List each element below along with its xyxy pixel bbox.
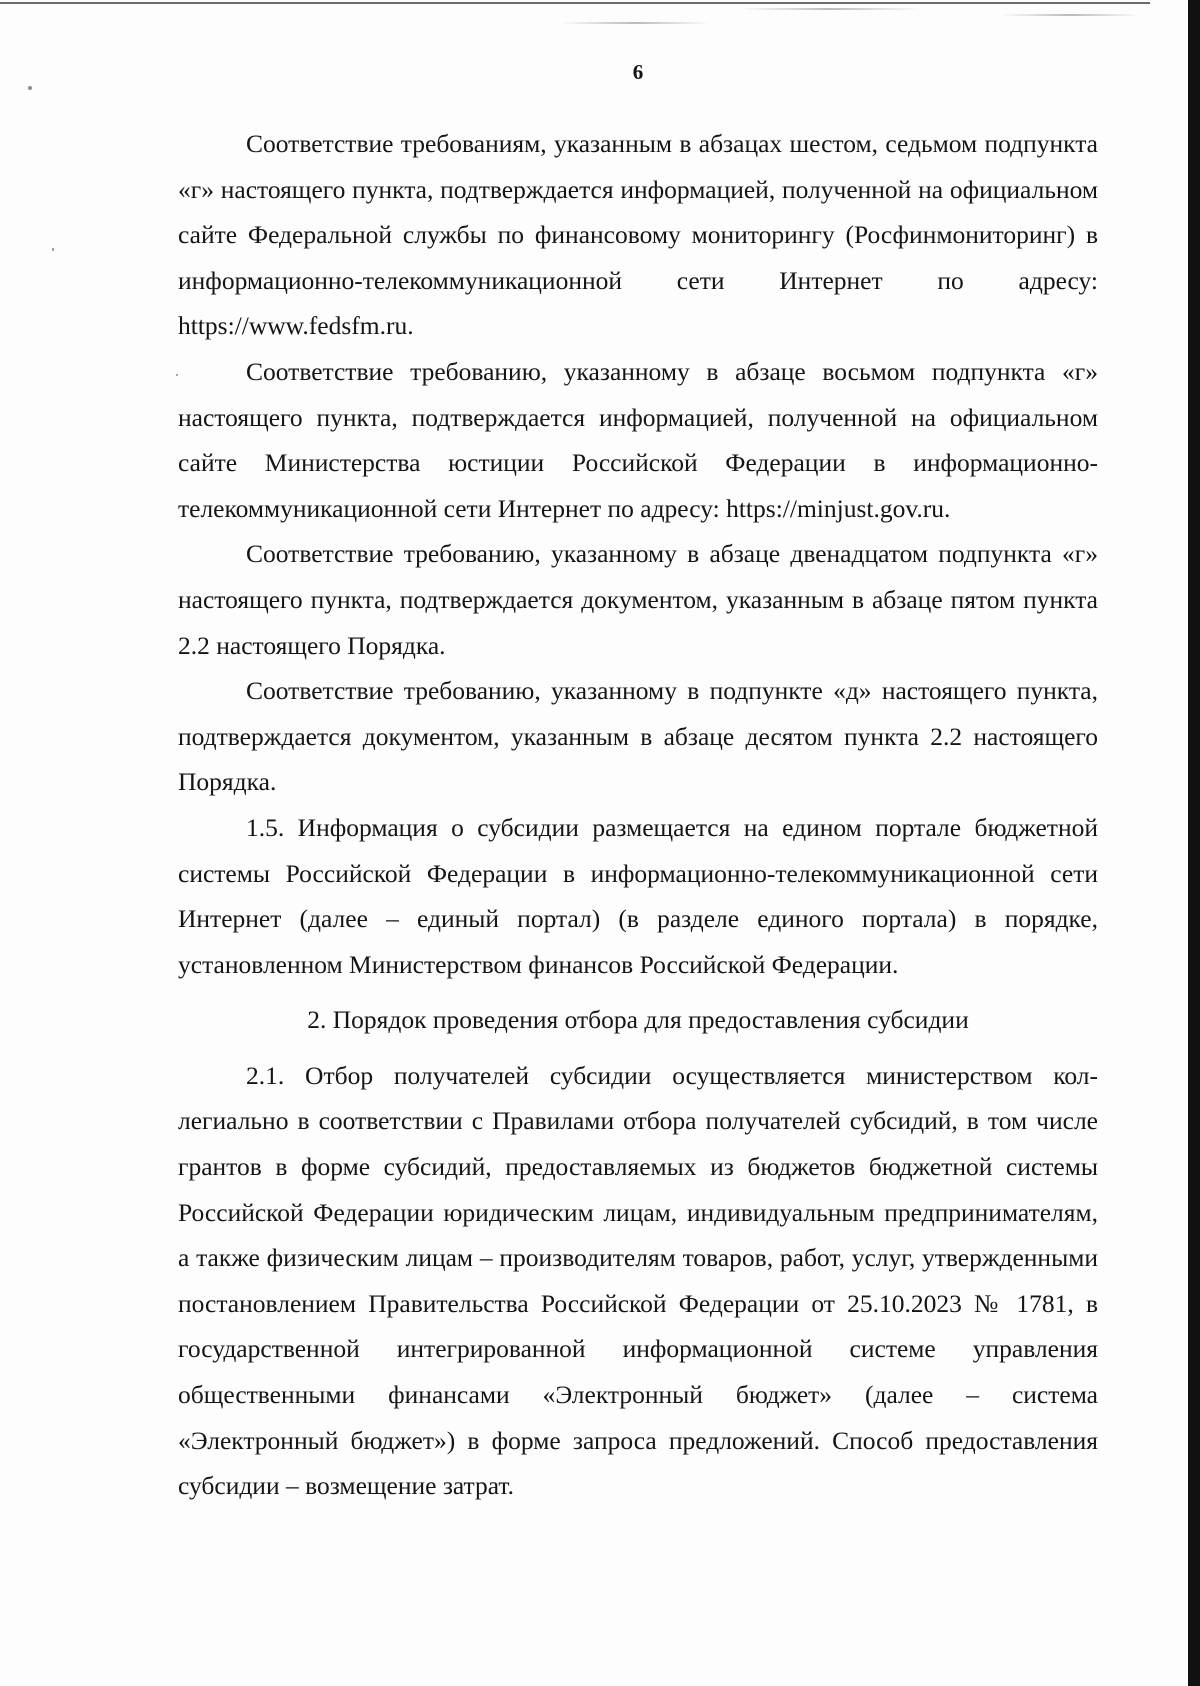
scan-speck <box>28 86 32 90</box>
paragraph: 1.5. Информация о субсидии размещается на едином портале бюджетной системы Российской Федерации в информационно-телекоммуникационной сети Интернет (далее – единый портал) (в разделе единого портала) в порядке, установленном Министерством финансов Российской Федерации. <box>178 812 1098 979</box>
scan-noise <box>560 22 710 24</box>
section-heading: 2. Порядок проведения отбора для предоставления субсидии <box>307 1005 969 1035</box>
scan-speck <box>52 248 54 251</box>
document-body <box>178 121 1098 1509</box>
paragraph: 2.1. Отбор получателей субсидии осуществляется министерством коллегиально в соответствии с Правилами отбора получателей субсидий, в том числе грантов в форме субсидий, предоставляемых из бюджетов бюджетной системы Российской Федерации юридическим лицам, индивидуальным предпринимателям, а также физическим лицам – производителям товаров, работ, услуг, утвержденными постановлением Правительства Российской Федерации от 25.10.2023 № 1781, в государственной интегрированной информационной системе управления общественными финансами «Электронный бюджет» (далее – система «Электронный бюджет») в форме запроса предложений. Способ предоставления субсидии – возмещение затрат. <box>178 1060 1098 1501</box>
scan-noise <box>740 8 920 10</box>
scan-noise <box>1000 14 1140 16</box>
paragraph: Соответствие требованию, указанному в подпункте «д» настоящего пункта, подтверждается документом, указанным в абзаце десятом пункта 2.2 настоящего Порядка. <box>178 676 1098 797</box>
paragraph: Соответствие требованию, указанному в абзаце восьмом подпункта «г» настоящего пункта, подтверждается информацией, полученной на официальном сайте Министерства юстиции Российской Федерации в информационно-телекоммуникационной сети Интернет по адресу: https://minjust.gov.ru. <box>178 356 1098 523</box>
scan-top-edge <box>0 2 1150 4</box>
paragraph: Соответствие требованию, указанному в абзаце двенадцатом подпункта «г» настоящего пункта, подтверждается документом, указанным в абзаце пятом пункта 2.2 настоящего Порядка. <box>178 539 1098 660</box>
scan-right-edge <box>1188 0 1200 1686</box>
paragraph: Соответствие требованиям, указанным в абзацах шестом, седьмом подпункта «г» настоящего пункта, подтверждается информацией, полученной на официальном сайте Федеральной службы по финансовому мониторингу (Росфинмониторинг) в информационно-телекоммуникационной сети Интернет по адресу: https://www.fedsfm.ru. <box>178 129 1098 341</box>
page-number: 6 <box>632 60 644 84</box>
